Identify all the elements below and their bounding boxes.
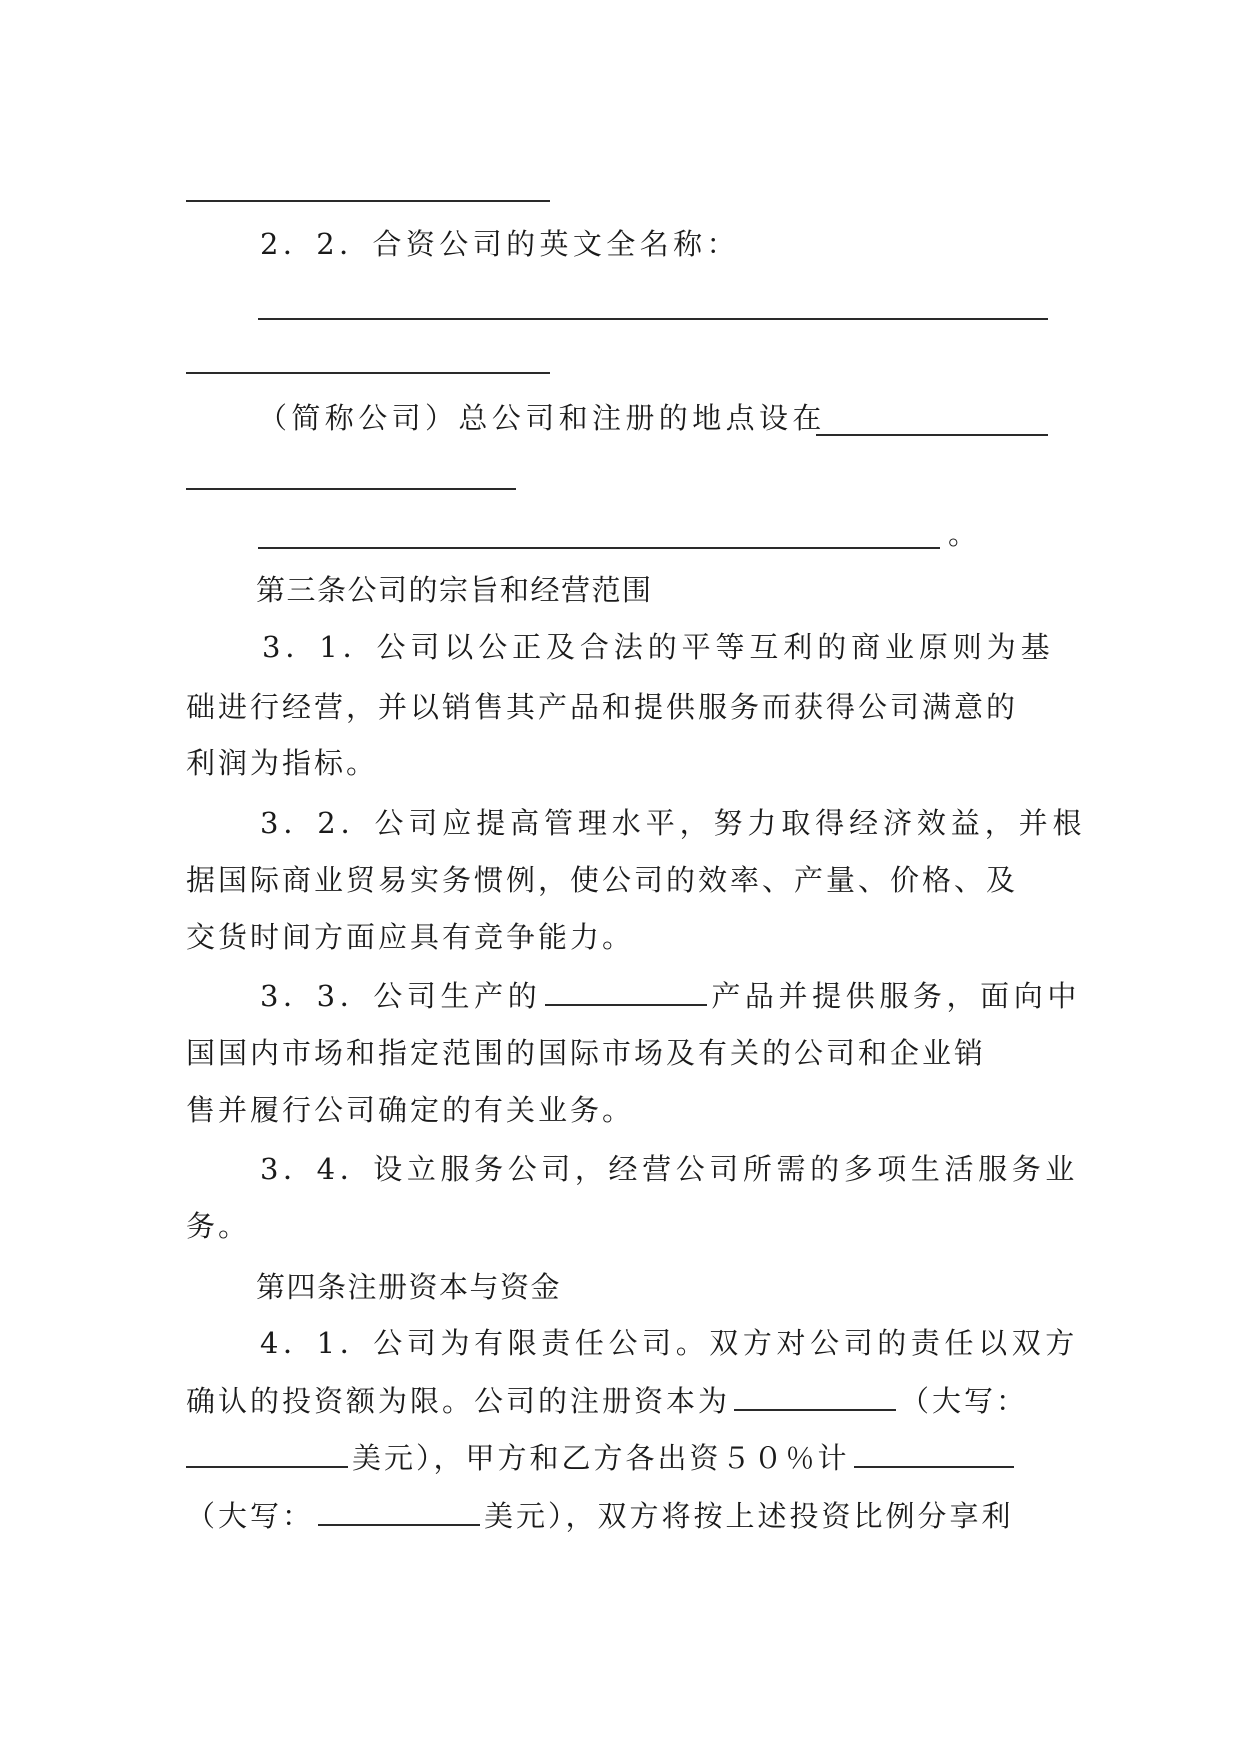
clause-3-1-line-1: 3．1．公司以公正及合法的平等互利的商业原则为基 — [262, 630, 1055, 664]
clause-3-3-line-2: 国国内市场和指定范围的国际市场及有关的公司和企业销 — [186, 1036, 987, 1070]
blank-capital-in-words — [186, 1465, 348, 1468]
clause-4-1-line-2: 确认的投资额为限。公司的注册资本为 （大写： — [186, 1384, 1029, 1418]
clause-3-2-line-1: 3．2．公司应提高管理水平，努力取得经济效益，并根 — [260, 806, 1087, 840]
clause-3-3-line-3: 售并履行公司确定的有关业务。 — [186, 1093, 635, 1127]
clause-4-1-line-1: 4．1．公司为有限责任公司。双方对公司的责任以双方 — [260, 1326, 1079, 1360]
blank-rule-address-3 — [258, 547, 940, 549]
blank-contribution — [854, 1465, 1014, 1468]
clause-3-4-line-2: 务。 — [186, 1209, 251, 1243]
address-end-text: 。 — [948, 517, 982, 551]
blank-registered-capital — [734, 1408, 896, 1411]
clause-3-1-line-3: 利润为指标。 — [186, 746, 379, 780]
clause-3-2-line-2: 据国际商业贸易实务惯例，使公司的效率、产量、价格、及 — [186, 863, 1019, 897]
clause-2-2 — [260, 214, 740, 274]
blank-contribution-in-words — [318, 1523, 480, 1526]
clause-3-3-line-1: 3．3．公司生产的 产品并提供服务，面向中 — [260, 979, 1081, 1013]
address-end — [948, 504, 981, 564]
address-text: （简称公司）总公司和注册的地点设在 — [258, 401, 826, 435]
article-4-title-text: 第四条注册资本与资金 — [256, 1270, 562, 1304]
clause-3-2-line-3: 交货时间方面应具有竞争能力。 — [186, 920, 635, 954]
blank-rule-address-2 — [186, 488, 516, 490]
address-line — [258, 388, 826, 448]
blank-rule-english-name-2 — [186, 372, 550, 374]
article-3-title — [256, 560, 653, 620]
clause-4-1-line-3: 美元），甲方和乙方各出资５０％计 — [186, 1428, 1018, 1488]
clause-3-4-line-1: 3．4．设立服务公司，经营公司所需的多项生活服务业 — [260, 1152, 1079, 1186]
clause-3-1-line-2: 础进行经营，并以销售其产品和提供服务而获得公司满意的 — [186, 690, 1019, 724]
article-3-title-text: 第三条公司的宗旨和经营范围 — [256, 573, 653, 607]
blank-product — [545, 1003, 707, 1006]
clause-2-2-text: 2．2．合资公司的英文全名称： — [260, 227, 740, 261]
blank-rule-top — [186, 200, 550, 202]
blank-rule-english-name-1 — [258, 318, 1048, 320]
clause-4-1-line-4: （大写： 美元），双方将按上述投资比例分享利 — [186, 1499, 1014, 1533]
blank-rule-address-1 — [816, 434, 1048, 436]
article-4-title — [256, 1257, 561, 1317]
